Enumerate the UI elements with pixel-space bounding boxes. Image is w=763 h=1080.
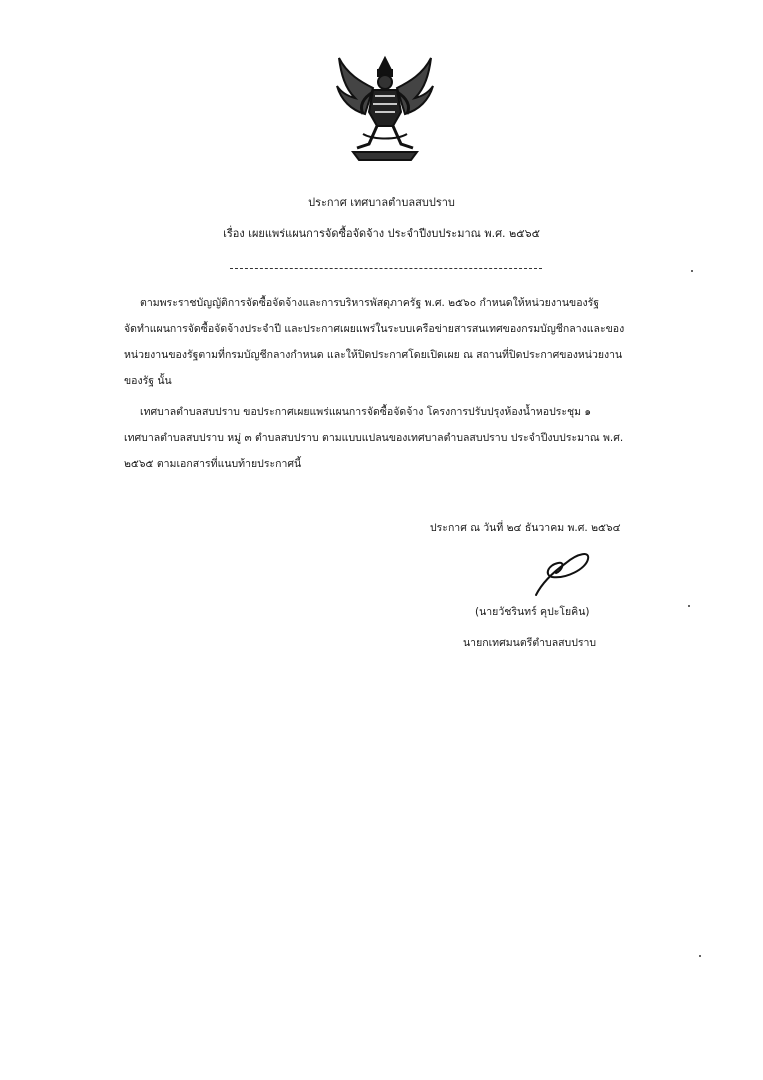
- garuda-emblem-icon: [333, 52, 437, 164]
- scan-speck: [688, 605, 690, 607]
- scan-speck: [691, 270, 693, 272]
- announcement-date: ประกาศ ณ วันที่ ๒๔ ธันวาคม พ.ศ. ๒๕๖๔: [430, 522, 621, 534]
- paragraph-line: เทศบาลตำบลสบปราบ ขอประกาศเผยแพร่แผนการจัดซื้อจัดจ้าง โครงการปรับปรุงห้องน้ำหอประชุม ๑: [140, 406, 592, 418]
- announcement-heading: ประกาศ เทศบาลตำบลสบปราบ: [308, 196, 455, 209]
- paragraph-line: หน่วยงานของรัฐตามที่กรมบัญชีกลางกำหนด และให้ปิดประกาศโดยเปิดเผย ณ สถานที่ปิดประกาศของหน่วยงาน: [124, 349, 623, 361]
- announcement-subject: เรื่อง เผยแพร่แผนการจัดซื้อจัดจ้าง ประจำปีงบประมาณ พ.ศ. ๒๕๖๕: [223, 227, 540, 240]
- paragraph-line: ตามพระราชบัญญัติการจัดซื้อจัดจ้างและการบริหารพัสดุภาครัฐ พ.ศ. ๒๕๖๐ กำหนดให้หน่วยงานของรัฐ: [140, 297, 600, 309]
- signer-position: นายกเทศมนตรีตำบลสบปราบ: [463, 637, 597, 649]
- paragraph-line: ของรัฐ นั้น: [124, 375, 172, 387]
- paragraph-line: เทศบาลตำบลสบปราบ หมู่ ๓ ตำบลสบปราบ ตามแบบแปลนของเทศบาลตำบลสบปราบ ประจำปีงบประมาณ พ.ศ.: [124, 432, 624, 444]
- scan-speck: [699, 955, 701, 957]
- paragraph-line: ๒๕๖๕ ตามเอกสารที่แนบท้ายประกาศนี้: [124, 458, 302, 470]
- divider: [230, 268, 542, 269]
- paragraph-2: [124, 399, 702, 477]
- paragraph-1: [124, 290, 702, 394]
- paragraph-line: จัดทำแผนการจัดซื้อจัดจ้างประจำปี และประกาศเผยแพร่ในระบบเครือข่ายสารสนเทศของกรมบัญชีกลางและของ: [124, 323, 625, 335]
- signature-image: [522, 543, 596, 603]
- signer-name: (นายวัชรินทร์ คุปะโยคิน): [475, 606, 590, 618]
